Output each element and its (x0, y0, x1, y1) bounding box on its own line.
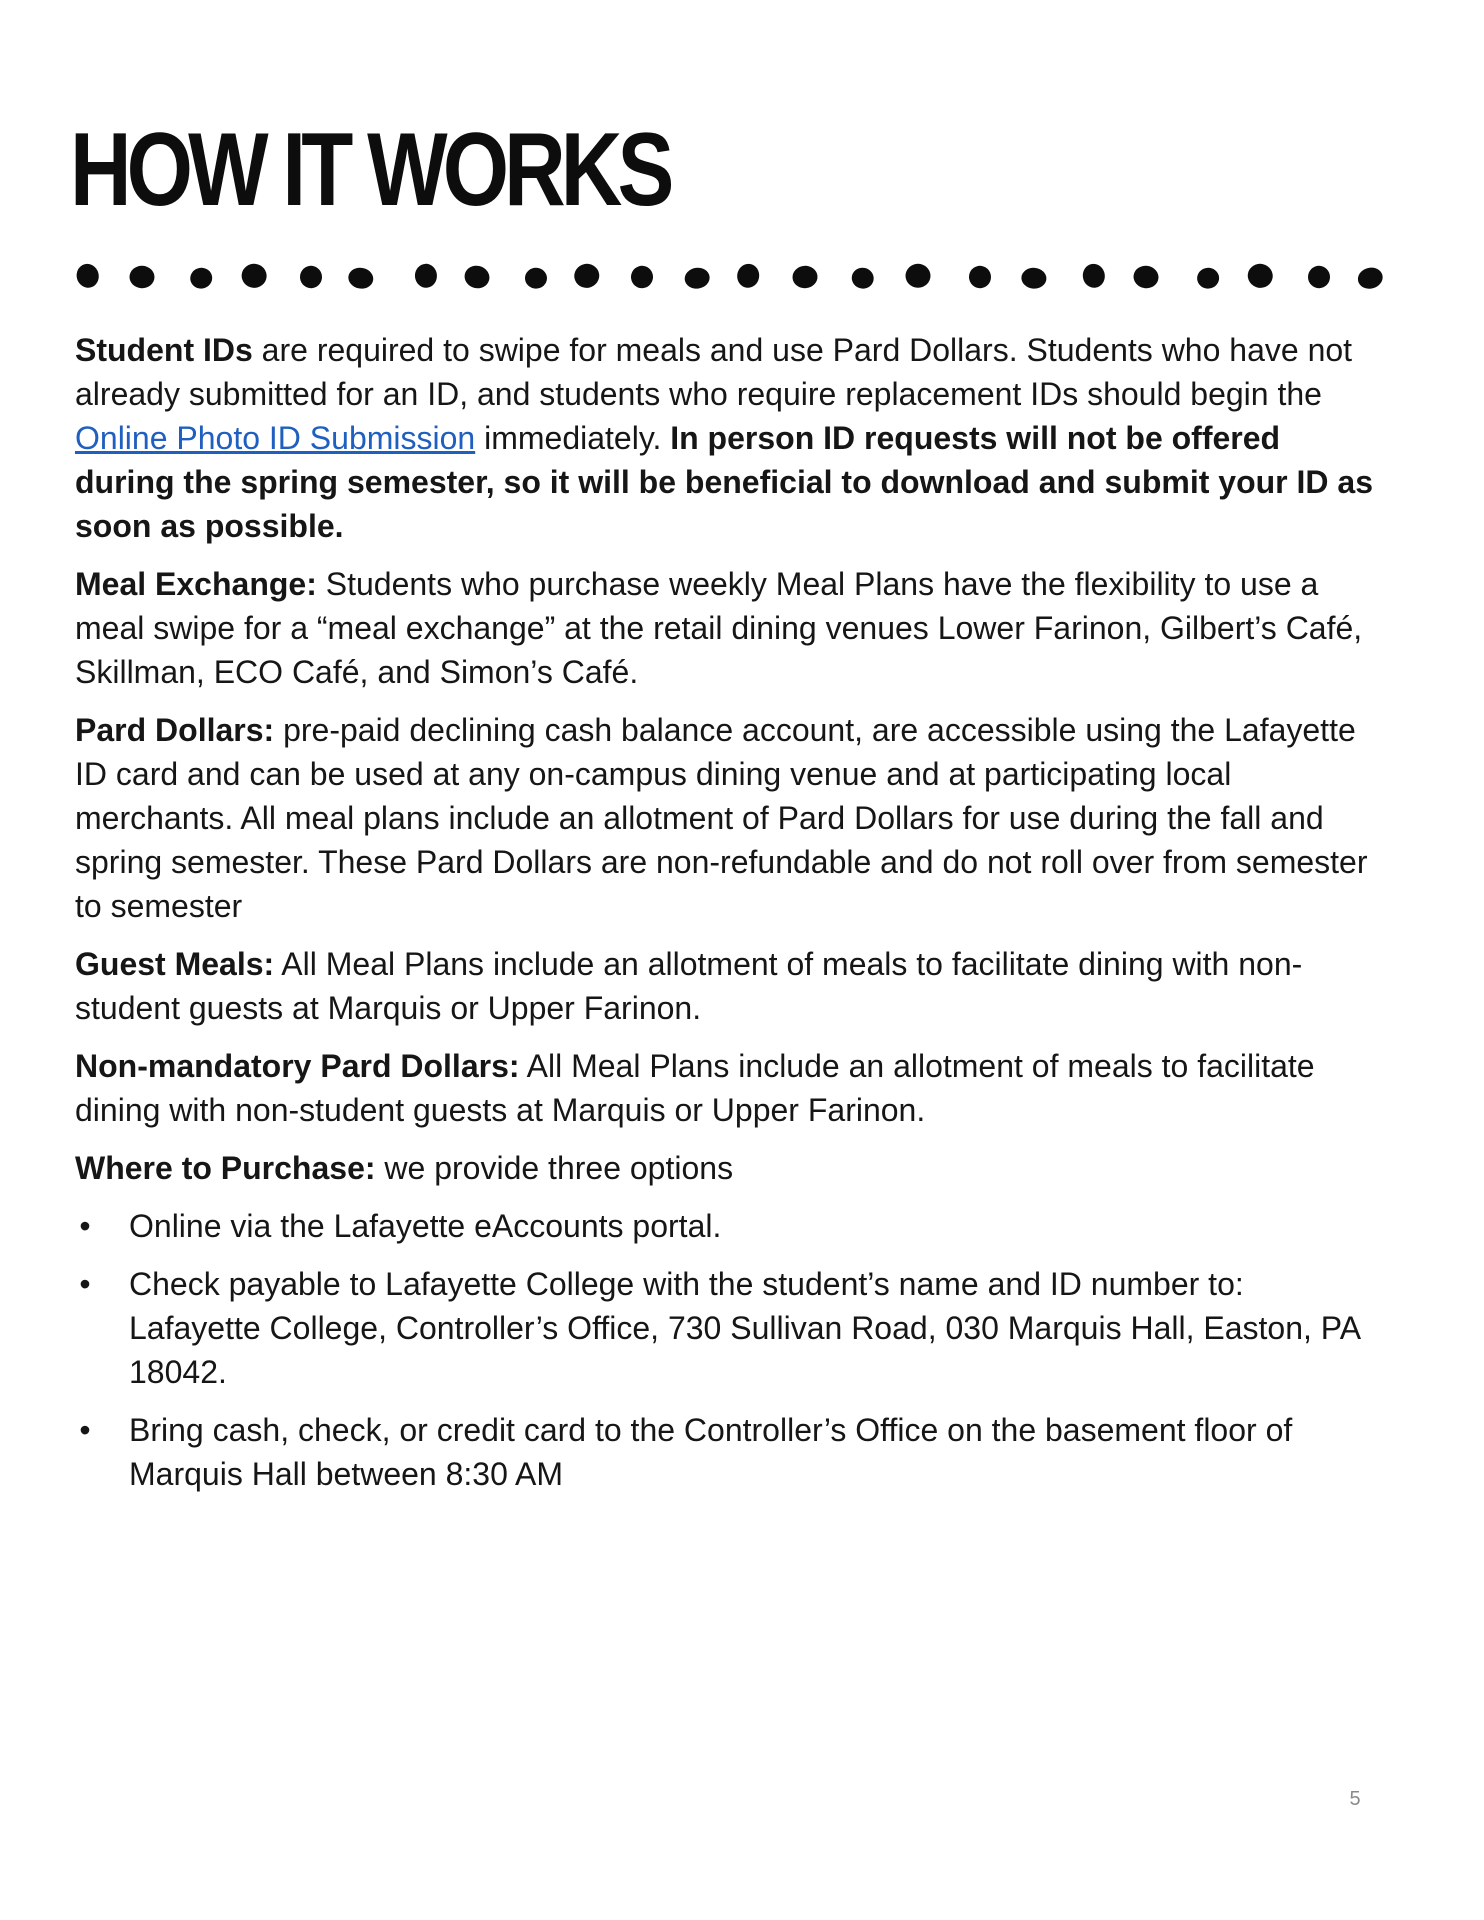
student-ids-paragraph (75, 328, 1375, 548)
where-to-purchase-heading: Where to Purchase: (75, 1150, 376, 1186)
where-to-purchase-text: we provide three options (375, 1150, 734, 1186)
student-ids-emphasis: In person ID requests will not be offered during the spring semester, so it will be beneficial to download and submit your ID as soon as possible. (75, 420, 1373, 544)
non-mandatory-paragraph (75, 1044, 1375, 1132)
divider-dot (850, 266, 876, 291)
main-content (75, 328, 1375, 1510)
dotted-divider (0, 262, 1484, 292)
divider-dot (1081, 262, 1106, 289)
meal-exchange-paragraph (75, 562, 1375, 694)
divider-dot (1196, 267, 1220, 290)
divider-dot (1246, 262, 1275, 290)
page-title: HOW IT WORKS (70, 112, 670, 228)
divider-dot (462, 263, 492, 291)
guest-meals-text: All Meal Plans include an allotment of meals to facilitate dining with non-student guests at Marquis or Upper Farinon. (75, 946, 1303, 1026)
pard-dollars-text: pre-paid declining cash balance account, are accessible using the Lafayette ID card and can be used at any on-campus dining venue and at participating local merchants. All meal plans include an allotment of Pard Dollars for use during the fall and spring semester. These Pard Dollars are non-refundable and do not roll over from semester to semester (75, 712, 1368, 924)
divider-dot (967, 264, 993, 291)
guest-meals-heading: Guest Meals: (75, 946, 275, 982)
list-item (75, 1204, 1375, 1248)
divider-dot (129, 265, 155, 288)
list-item (75, 1262, 1375, 1394)
divider-dot (572, 262, 601, 290)
meal-exchange-heading: Meal Exchange: (75, 566, 317, 602)
divider-dot (299, 265, 324, 290)
divider-dot (735, 262, 760, 289)
student-ids-text-2: immediately. (475, 420, 671, 456)
non-mandatory-heading: Non-mandatory Pard Dollars: (75, 1048, 520, 1084)
list-item (75, 1408, 1375, 1496)
divider-dot (630, 265, 654, 289)
pard-dollars-paragraph (75, 708, 1375, 928)
guest-meals-paragraph (75, 942, 1375, 1030)
divider-dot (74, 262, 101, 290)
option-online-text: Online via the Lafayette eAccounts portal. (129, 1208, 722, 1244)
divider-dot (906, 264, 931, 288)
divider-dot (525, 268, 547, 289)
meal-exchange-text: Students who purchase weekly Meal Plans have the flexibility to use a meal swipe for a “meal exchange” at the retail dining venues Lower Farinon, Gilbert’s Café, Skillman, ECO Café, and Simon’s Café. (75, 566, 1363, 690)
divider-dot (414, 263, 437, 288)
bullet-icon: • (79, 1266, 91, 1302)
bullet-icon: • (79, 1412, 91, 1448)
divider-dot (792, 265, 819, 289)
divider-dot (683, 266, 711, 290)
where-to-purchase-paragraph (75, 1146, 1375, 1190)
divider-dot (1356, 265, 1385, 291)
divider-dot (188, 266, 214, 291)
student-ids-heading: Student IDs (75, 332, 253, 368)
page-number: 5 (1349, 1788, 1361, 1810)
divider-dot (347, 266, 375, 291)
divider-dot (1132, 264, 1160, 290)
option-in-person-text: Bring cash, check, or credit card to the Controller’s Office on the basement floor of Marquis Hall between 8:30 AM (129, 1412, 1293, 1492)
divider-dot (1308, 266, 1330, 289)
purchase-options-list (75, 1204, 1375, 1496)
bullet-icon: • (79, 1208, 91, 1244)
option-check-text: Check payable to Lafayette College with the student’s name and ID number to: Lafayette College, Controller’s Office, 730 Sullivan Road, 030 Marquis Hall, Easton, PA 18042. (129, 1266, 1360, 1390)
pard-dollars-heading: Pard Dollars: (75, 712, 275, 748)
divider-dot (1021, 267, 1047, 289)
student-ids-text: are required to swipe for meals and use Pard Dollars. Students who have not already submitted for an ID, and students who require replacement IDs should begin the (75, 332, 1353, 412)
online-photo-id-link[interactable]: Online Photo ID Submission (75, 420, 476, 456)
divider-dot (240, 263, 267, 289)
non-mandatory-text: All Meal Plans include an allotment of meals to facilitate dining with non-student guests at Marquis or Upper Farinon. (75, 1048, 1315, 1128)
